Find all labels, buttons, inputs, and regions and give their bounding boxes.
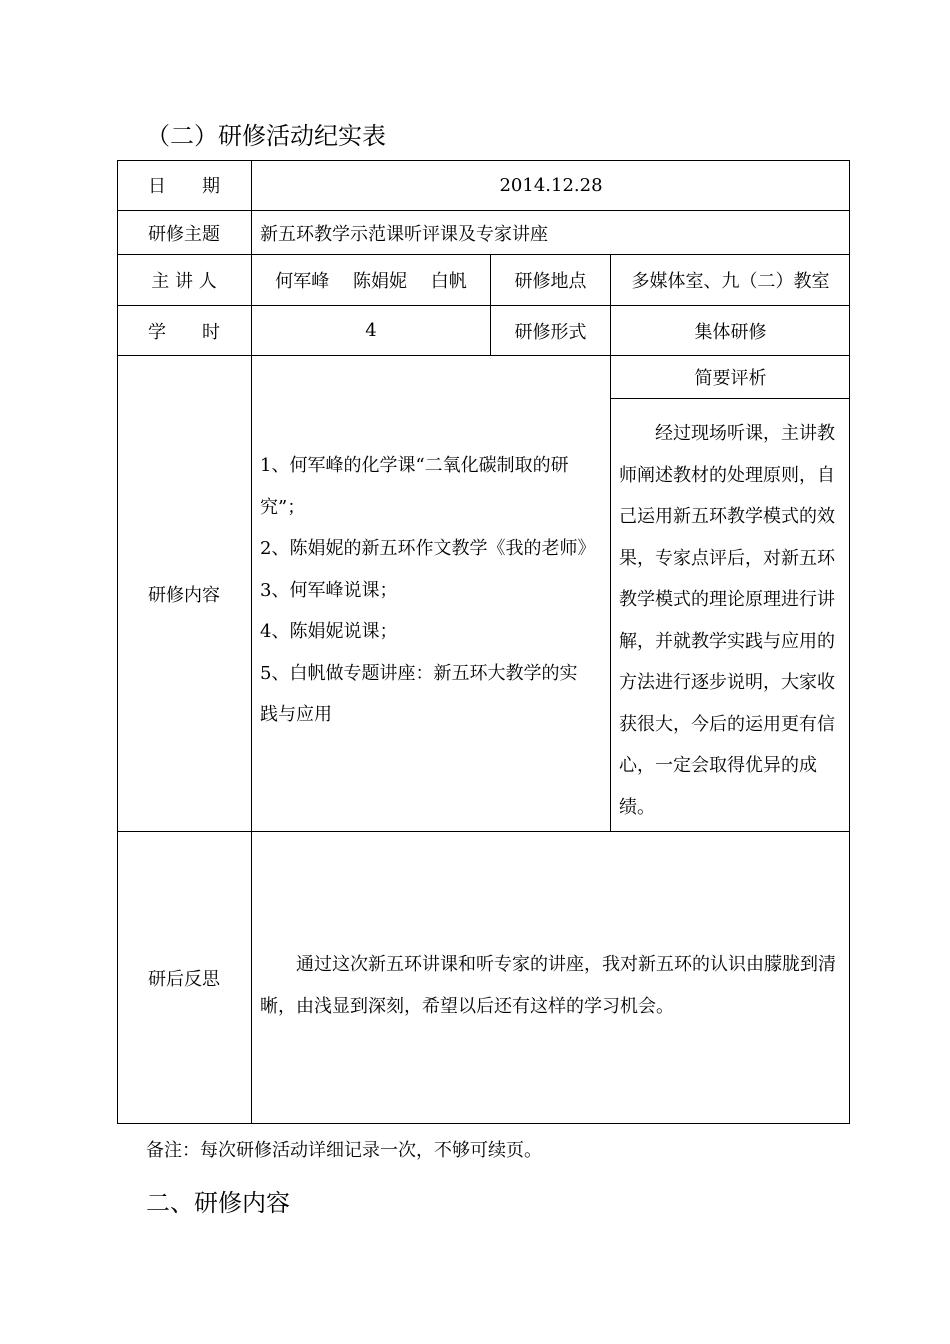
content-list [260, 445, 605, 736]
list-item: 3、何军峰说课； [260, 579, 398, 601]
reflection-text: 通过这次新五环讲课和听专家的讲座，我对新五环的认识由朦胧到清晰，由浅显到深刻，希望以后还有这样的学习机会。 [260, 954, 836, 1017]
hours-value: 4 [365, 320, 377, 341]
analysis-header: 简要评析 [694, 368, 767, 389]
list-item: 究”； [260, 496, 306, 518]
form-label: 研修形式 [514, 321, 587, 343]
location-value: 多媒体室、九（二）教室 [631, 271, 830, 292]
form-value: 集体研修 [694, 321, 767, 343]
list-item: 5、白帆做专题讲座：新五环大教学的实 [260, 662, 578, 684]
date-value: 2014.12.28 [499, 174, 603, 196]
list-item: 4、陈娟妮说课； [260, 621, 398, 642]
page-title: （二）研修活动纪实表 [146, 122, 386, 150]
section-heading: 二、研修内容 [146, 1189, 290, 1217]
theme-value: 新五环教学示范课听评课及专家讲座 [260, 223, 548, 245]
date-label: 日 期 [148, 176, 220, 197]
footnote: 备注：每次研修活动详细记录一次，不够可续页。 [146, 1140, 542, 1161]
theme-label: 研修主题 [148, 223, 220, 245]
location-label: 研修地点 [514, 271, 587, 292]
list-item: 1、何军峰的化学课“二氧化碳制取的研 [260, 455, 569, 476]
content-label: 研修内容 [148, 584, 220, 606]
analysis-text: 经过现场听课，主讲教师阐述教材的处理原则，自己运用新五环教学模式的效果，专家点评后，对新五环教学模式的理论原理进行讲解，并就教学实践与应用的方法进行逐步说明，大家收获很大，今后的运用更有信心，一定会取得优异的成绩。 [619, 423, 835, 818]
list-item: 践与应用 [260, 704, 332, 725]
activity-record-table [117, 160, 850, 1124]
speaker-label: 主 讲 人 [151, 271, 217, 292]
speaker-value: 何军峰 陈娟妮 白帆 [275, 271, 467, 292]
list-item: 2、陈娟妮的新五环作文教学《我的老师》 [260, 538, 596, 559]
hours-label: 学 时 [148, 321, 220, 343]
reflection-label: 研后反思 [148, 969, 220, 990]
